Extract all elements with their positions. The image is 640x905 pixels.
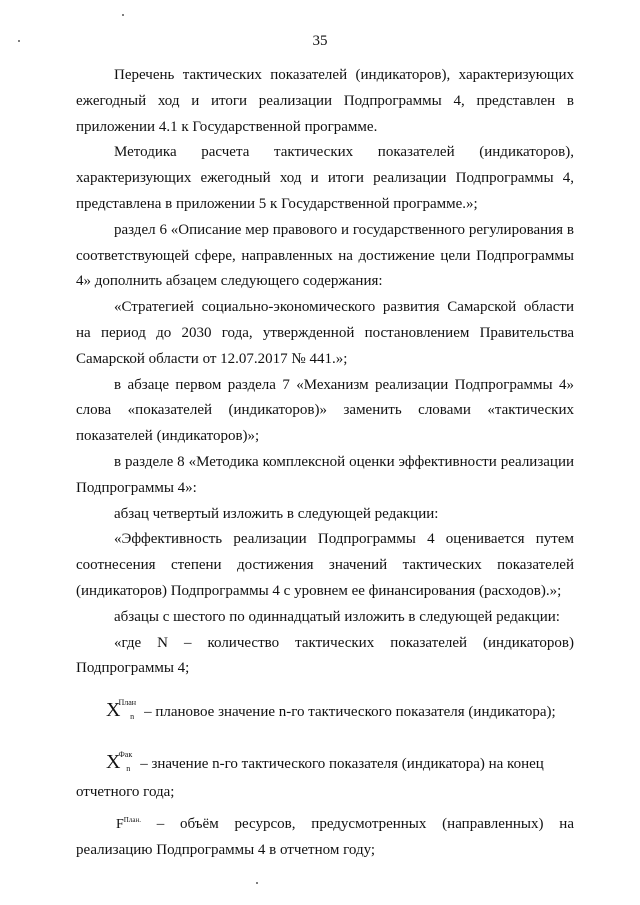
formula-f-plan bbox=[76, 808, 574, 864]
paragraph-section-6: раздел 6 «Описание мер правового и государственного регулирования в соответствующей сфере, направленных на достижение цели Подпрограммы 4» дополнить абзацем следующего содержания: bbox=[76, 221, 574, 290]
scan-speck bbox=[122, 14, 124, 16]
paragraph-indicators-list: Перечень тактических показателей (индикаторов), характеризующих ежегодный ход и итоги реализации Подпрограммы 4, представлен в приложении 4.1 к Государственной программе. bbox=[76, 67, 574, 135]
formula-fact bbox=[76, 750, 574, 806]
paragraph-where-n: «где N – количество тактических показателей (индикаторов) Подпрограммы 4; bbox=[76, 634, 574, 677]
paragraph-sixth-to-eleventh: абзацы с шестого по одиннадцатый изложить в следующей редакции: bbox=[114, 608, 560, 625]
scan-speck bbox=[256, 882, 258, 884]
paragraph-methodology: Методика расчета тактических показателей (индикаторов), характеризующих ежегодный ход и итоги реализации Подпрограммы 4, представлена в приложении 5 к Государственной программе.»; bbox=[76, 144, 574, 212]
formula-description: – значение n-го тактического показателя (индикатора) на конец bbox=[140, 756, 544, 772]
formula-continuation: отчетного года; bbox=[76, 783, 175, 800]
paragraph-efficiency: «Эффективность реализации Подпрограммы 4 оценивается путем соотнесения степени достижения значений тактических показателей (индикаторов) Подпрограммы 4 с уровнем ее финансирования (расходов).»; bbox=[76, 531, 574, 599]
paragraph-strategy: «Стратегией социально-экономического развития Самарской области на период до 2030 года, утвержденной постановлением Правительства Самарской области от 12.07.2017 № 441.»; bbox=[76, 299, 574, 367]
page-number: 35 bbox=[312, 33, 328, 49]
formula-line bbox=[76, 698, 574, 726]
paragraph-section-8: в разделе 8 «Методика комплексной оценки эффективности реализации Подпрограммы 4»: bbox=[76, 453, 574, 496]
formula-line bbox=[76, 750, 574, 778]
paragraph-fourth-abzac: абзац четвертый изложить в следующей редакции: bbox=[114, 505, 439, 522]
formula-plan bbox=[76, 698, 574, 726]
formula-symbol: $X^{Фак}_n$ bbox=[106, 750, 133, 773]
paragraph-section-7: в абзаце первом раздела 7 «Механизм реализации Подпрограммы 4» слова «показателей (индикаторов)» заменить словами «тактических показателей (индикаторов)»; bbox=[76, 376, 574, 445]
formula-symbol: $F^{План.}$ bbox=[116, 816, 141, 832]
formula-symbol: $X^{План}_n$ bbox=[106, 698, 137, 721]
scan-speck bbox=[18, 40, 20, 42]
formula-description: – плановое значение n-го тактического показателя (индикатора); bbox=[144, 704, 556, 720]
formula-f-text: $F^{План.}$ – объём ресурсов, предусмотренных (направленных) на реализацию Подпрограммы 4 в отчетном году; bbox=[76, 816, 574, 858]
body-paragraphs bbox=[76, 63, 574, 682]
